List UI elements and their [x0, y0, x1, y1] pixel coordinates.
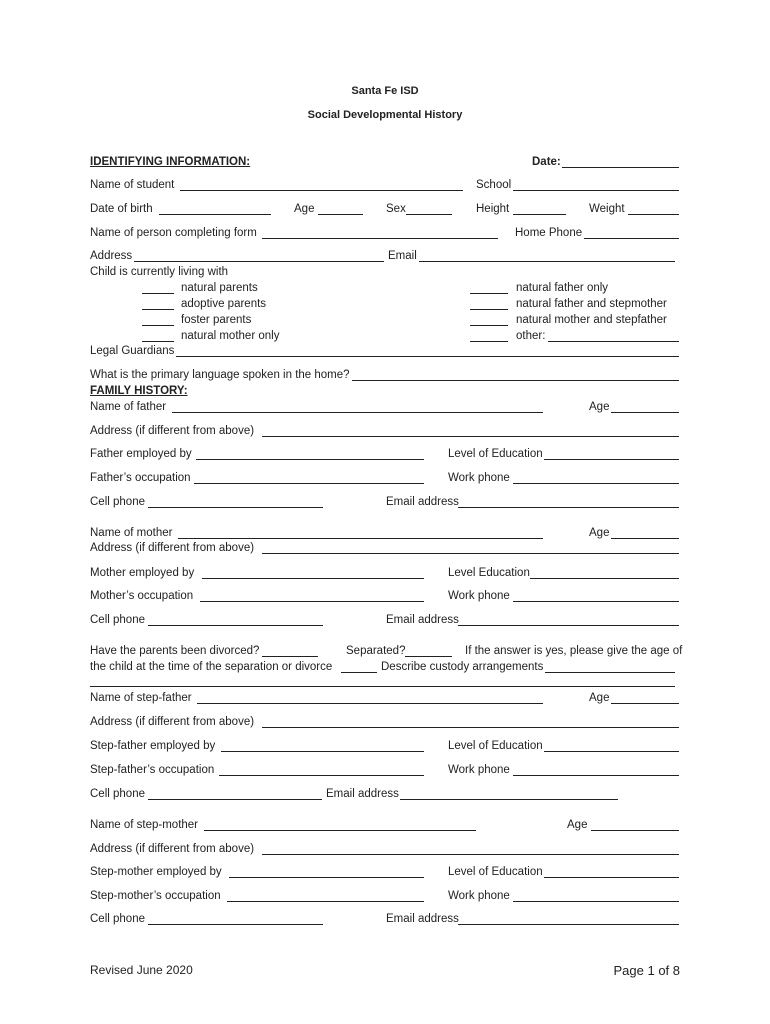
father-age-field[interactable]	[611, 412, 679, 413]
stepmother-education-field[interactable]	[544, 877, 679, 878]
father-email-field[interactable]	[458, 507, 679, 508]
separated-label: Separated?	[346, 645, 406, 657]
stepfather-work-phone-label: Work phone	[448, 764, 510, 776]
section-identifying: IDENTIFYING INFORMATION:	[90, 156, 251, 168]
stepmother-occupation-label: Step-mother’s occupation	[90, 890, 221, 902]
check-line[interactable]	[470, 309, 508, 310]
living-option: other:	[516, 330, 546, 342]
school-label: School	[476, 179, 512, 191]
divorced-field[interactable]	[262, 656, 318, 657]
email-field[interactable]	[419, 261, 675, 262]
stepfather-education-label: Level of Education	[448, 740, 543, 752]
student-name-label: Name of student	[90, 179, 175, 191]
father-address-field[interactable]	[262, 436, 679, 437]
stepmother-education-label: Level of Education	[448, 866, 543, 878]
mother-cell-field[interactable]	[148, 625, 323, 626]
separated-field[interactable]	[405, 656, 452, 657]
father-employed-label: Father employed by	[90, 448, 192, 460]
stepmother-email-field[interactable]	[458, 924, 679, 925]
mother-occupation-label: Mother’s occupation	[90, 590, 194, 602]
father-work-phone-label: Work phone	[448, 472, 510, 484]
check-line[interactable]	[142, 341, 174, 342]
mother-address-field[interactable]	[262, 553, 679, 554]
living-option: natural father and stepmother	[516, 298, 667, 310]
mother-education-label: Level Education	[448, 567, 530, 579]
child-age-label: the child at the time of the separation or divorce	[90, 661, 333, 673]
legal-guardians-label: Legal Guardians	[90, 345, 175, 357]
language-label: What is the primary language spoken in the home?	[90, 369, 350, 381]
mother-address-label: Address (if different from above)	[90, 542, 255, 554]
weight-label: Weight	[589, 203, 625, 215]
stepfather-name-field[interactable]	[197, 703, 543, 704]
living-option: foster parents	[181, 314, 252, 326]
home-phone-field[interactable]	[584, 238, 679, 239]
mother-age-field[interactable]	[611, 538, 679, 539]
person-completing-label: Name of person completing form	[90, 227, 257, 239]
stepfather-employed-field[interactable]	[221, 751, 424, 752]
stepfather-occupation-label: Step-father’s occupation	[90, 764, 215, 776]
custody-field[interactable]	[545, 672, 675, 673]
mother-cell-label: Cell phone	[90, 614, 145, 626]
stepfather-name-label: Name of step-father	[90, 692, 192, 704]
father-name-field[interactable]	[172, 412, 543, 413]
living-with-label: Child is currently living with	[90, 266, 229, 278]
stepfather-address-label: Address (if different from above)	[90, 716, 255, 728]
stepfather-age-label: Age	[589, 692, 610, 704]
if-yes-label: If the answer is yes, please give the age of	[465, 645, 683, 657]
revised-date: Revised June 2020	[90, 963, 193, 977]
father-cell-field[interactable]	[148, 507, 323, 508]
stepmother-cell-label: Cell phone	[90, 913, 145, 925]
check-line[interactable]	[470, 341, 508, 342]
living-option: adoptive parents	[181, 298, 267, 310]
mother-name-field[interactable]	[178, 538, 543, 539]
stepfather-occupation-field[interactable]	[219, 775, 424, 776]
stepmother-employed-label: Step-mother employed by	[90, 866, 222, 878]
mother-occupation-field[interactable]	[200, 601, 424, 602]
address-field[interactable]	[134, 261, 384, 262]
stepmother-address-label: Address (if different from above)	[90, 843, 255, 855]
other-field[interactable]	[548, 341, 679, 342]
father-education-label: Level of Education	[448, 448, 543, 460]
stepmother-address-field[interactable]	[262, 854, 679, 855]
dob-field[interactable]	[159, 214, 271, 215]
father-cell-label: Cell phone	[90, 496, 145, 508]
sex-label: Sex	[386, 203, 406, 215]
mother-name-label: Name of mother	[90, 527, 173, 539]
date-field[interactable]	[562, 167, 679, 168]
stepmother-age-label: Age	[567, 819, 588, 831]
weight-field[interactable]	[628, 214, 679, 215]
father-work-phone-field[interactable]	[513, 483, 679, 484]
father-education-field[interactable]	[544, 459, 679, 460]
mother-age-label: Age	[589, 527, 610, 539]
height-field[interactable]	[513, 214, 566, 215]
stepmother-work-phone-label: Work phone	[448, 890, 510, 902]
school-field[interactable]	[513, 190, 679, 191]
stepmother-occupation-field[interactable]	[227, 901, 424, 902]
mother-education-field[interactable]	[530, 578, 679, 579]
language-field[interactable]	[352, 380, 679, 381]
stepfather-cell-field[interactable]	[148, 799, 322, 800]
legal-guardians-field[interactable]	[176, 356, 679, 357]
living-option: natural mother and stepfather	[516, 314, 667, 326]
stepfather-email-field[interactable]	[400, 799, 618, 800]
form-title: Social Developmental History	[307, 109, 463, 121]
living-option: natural mother only	[181, 330, 280, 342]
father-occupation-field[interactable]	[194, 483, 424, 484]
mother-employed-label: Mother employed by	[90, 567, 195, 579]
custody-label: Describe custody arrangements	[381, 661, 544, 673]
father-email-label: Email address	[386, 496, 459, 508]
stepmother-employed-field[interactable]	[229, 877, 424, 878]
divorced-label: Have the parents been divorced?	[90, 645, 260, 657]
mother-work-phone-label: Work phone	[448, 590, 510, 602]
person-completing-field[interactable]	[262, 238, 498, 239]
age-label: Age	[294, 203, 315, 215]
stepfather-address-field[interactable]	[262, 727, 679, 728]
page-number: Page 1 of 8	[613, 963, 680, 978]
mother-employed-field[interactable]	[202, 578, 424, 579]
stepmother-name-field[interactable]	[204, 830, 476, 831]
height-label: Height	[476, 203, 510, 215]
district-name: Santa Fe ISD	[351, 85, 419, 97]
child-age-field[interactable]	[341, 672, 377, 673]
living-option: natural parents	[181, 282, 258, 294]
dob-label: Date of birth	[90, 203, 153, 215]
age-field[interactable]	[318, 214, 363, 215]
check-line[interactable]	[142, 309, 174, 310]
student-name-field[interactable]	[180, 190, 463, 191]
stepmother-cell-field[interactable]	[148, 924, 323, 925]
stepfather-work-phone-field[interactable]	[513, 775, 679, 776]
father-employed-field[interactable]	[196, 459, 424, 460]
check-line[interactable]	[470, 325, 508, 326]
stepfather-age-field[interactable]	[611, 703, 679, 704]
check-line[interactable]	[142, 325, 174, 326]
check-line[interactable]	[142, 293, 174, 294]
sex-field[interactable]	[406, 214, 452, 215]
mother-work-phone-field[interactable]	[513, 601, 679, 602]
living-option: natural father only	[516, 282, 609, 294]
stepfather-education-field[interactable]	[544, 751, 679, 752]
father-occupation-label: Father’s occupation	[90, 472, 191, 484]
father-name-label: Name of father	[90, 401, 167, 413]
stepmother-name-label: Name of step-mother	[90, 819, 199, 831]
date-label: Date:	[532, 156, 561, 168]
stepfather-cell-label: Cell phone	[90, 788, 145, 800]
stepfather-employed-label: Step-father employed by	[90, 740, 216, 752]
father-address-label: Address (if different from above)	[90, 425, 255, 437]
stepmother-work-phone-field[interactable]	[513, 901, 679, 902]
custody-field-continued[interactable]	[90, 686, 675, 687]
stepmother-age-field[interactable]	[591, 830, 679, 831]
father-age-label: Age	[589, 401, 610, 413]
section-family: FAMILY HISTORY:	[90, 385, 188, 397]
home-phone-label: Home Phone	[515, 227, 583, 239]
email-label: Email	[388, 250, 417, 262]
address-label: Address	[90, 250, 133, 262]
mother-email-field[interactable]	[458, 625, 679, 626]
check-line[interactable]	[470, 293, 508, 294]
mother-email-label: Email address	[386, 614, 459, 626]
stepmother-email-label: Email address	[386, 913, 459, 925]
stepfather-email-label: Email address	[326, 788, 399, 800]
